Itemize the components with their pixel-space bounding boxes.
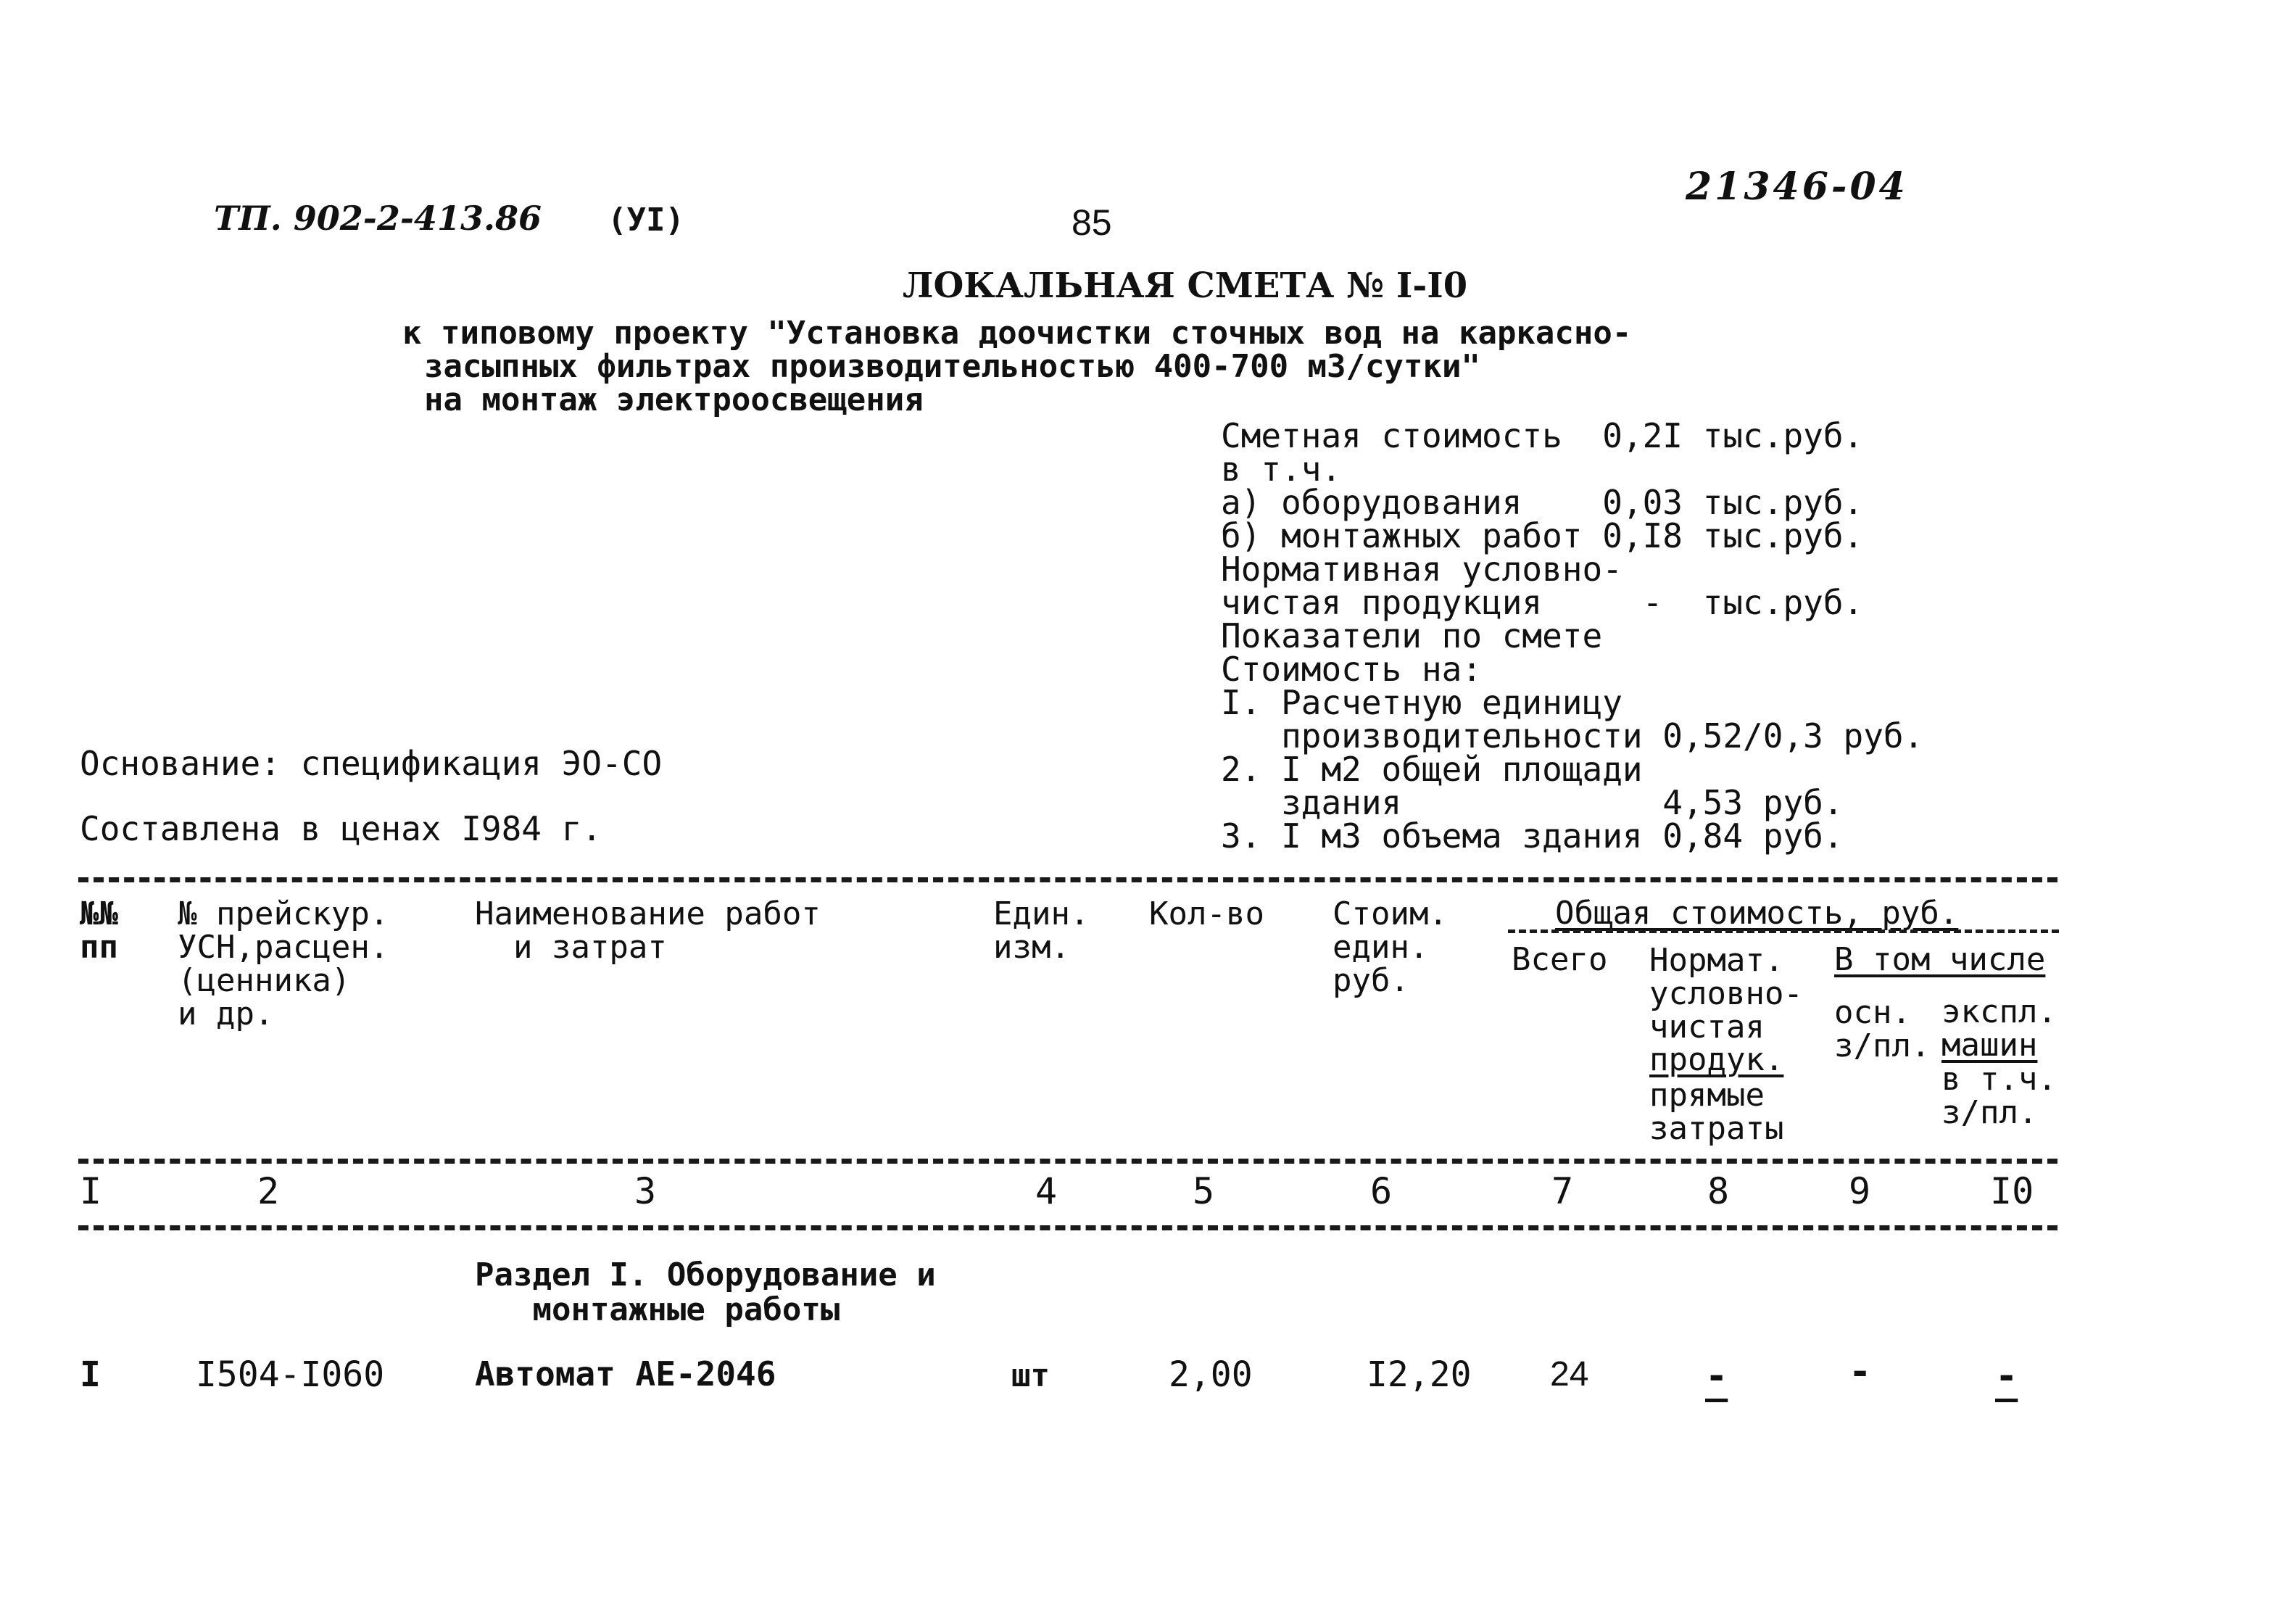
row-quantity: 2,00 [1169, 1354, 1253, 1395]
column-number: 6 [1370, 1170, 1393, 1212]
row-work-name: Автомат АЕ-2046 [475, 1354, 776, 1394]
column-numbers-rule [78, 1225, 2057, 1230]
row-base-salary: - [1849, 1350, 1872, 1394]
column-number: 9 [1849, 1170, 1871, 1212]
summary-line: Сметная стоимость 0,2I тыс.руб. [1221, 416, 1864, 455]
summary-line: здания 4,53 руб. [1221, 783, 1844, 822]
summary-line: б) монтажных работ 0,I8 тыс.руб. [1221, 516, 1864, 555]
header-bottom-rule [78, 1159, 2057, 1164]
summary-line: Стоимость на: [1221, 650, 1483, 689]
row-number: I [80, 1354, 101, 1395]
column-number: I0 [1990, 1170, 2034, 1212]
basis-text: Основание: спецификация ЭО-СО [80, 744, 663, 783]
summary-line: I. Расчетную единицу [1221, 683, 1622, 722]
header-norm-product: продук. [1649, 1041, 1784, 1078]
header-unit: Един. изм. [993, 895, 1090, 966]
project-code: ТП. 902-2-413.86 [214, 199, 542, 238]
header-unit-cost: Стоим. един. руб. [1333, 895, 1448, 999]
header-including: В том числе [1834, 941, 2046, 978]
summary-line: 2. I м2 общей площади [1221, 750, 1643, 789]
summary-line: чистая продукция - тыс.руб. [1221, 583, 1864, 622]
subtitle-line-2: засыпных фильтрах производительностью 400-700 м3/сутки" [424, 348, 1480, 385]
summary-line: Показатели по смете [1221, 616, 1603, 655]
section-title: Раздел I. Оборудование и монтажные работы [475, 1256, 936, 1328]
summary-line: 3. I м3 объема здания 0,84 руб. [1221, 816, 1844, 856]
header-price-code: № прейскур. УСН,расцен. (ценника) и др. [178, 895, 389, 1032]
header-num: №№ пп [80, 895, 118, 966]
header-machine-operation: экспл. [1941, 993, 2057, 1030]
prices-text: Составлена в ценах I984 г. [80, 809, 602, 848]
album-number: (УI) [608, 202, 684, 239]
column-number: 2 [257, 1170, 280, 1212]
header-machines: машин [1941, 1027, 2038, 1064]
header-total: Всего [1512, 941, 1608, 978]
subtitle-line-1: к типовому проекту "Установка доочистки сточных вод на каркасно- [402, 315, 1632, 352]
table-top-rule [78, 877, 2057, 882]
summary-line: Нормативная условно- [1221, 550, 1622, 589]
header-work-name: Наименование работ и затрат [475, 895, 821, 966]
column-number: 4 [1035, 1170, 1058, 1212]
row-total: 24 [1550, 1355, 1589, 1394]
header-quantity: Кол-во [1149, 895, 1264, 932]
summary-line: в т.ч. [1221, 450, 1342, 489]
header-direct-costs: прямые затраты [1649, 1077, 1784, 1147]
summary-line: а) оборудования 0,03 тыс.руб. [1221, 483, 1864, 522]
row-price-code: I504-I060 [196, 1354, 385, 1395]
column-number: 7 [1551, 1170, 1574, 1212]
row-unit-cost: I2,20 [1367, 1354, 1472, 1395]
document-title: ЛОКАЛЬНАЯ СМЕТА № I-I0 [903, 265, 1468, 306]
summary-line: производительности 0,52/0,3 руб. [1221, 716, 1924, 755]
archive-number: 21346-04 [1686, 165, 1908, 209]
header-base-salary: осн. з/пл. [1834, 994, 1931, 1064]
column-number: I [80, 1170, 102, 1212]
header-norm-net: Нормат. условно- чистая [1649, 942, 1803, 1045]
row-machines: - [1995, 1354, 2018, 1398]
row-norm-product: - [1705, 1354, 1728, 1398]
group-rule [1508, 929, 2059, 933]
column-number: 8 [1707, 1170, 1730, 1212]
subtitle-line-3: на монтаж электроосвещения [424, 381, 924, 418]
column-number: 5 [1193, 1170, 1215, 1212]
column-number: 3 [634, 1170, 657, 1212]
header-machine-salary: в т.ч. з/пл. [1941, 1061, 2057, 1131]
page-number: 85 [1072, 202, 1112, 243]
header-total-cost-group: Общая стоимость, руб. [1555, 895, 1959, 932]
row-unit: шт [1011, 1357, 1050, 1394]
